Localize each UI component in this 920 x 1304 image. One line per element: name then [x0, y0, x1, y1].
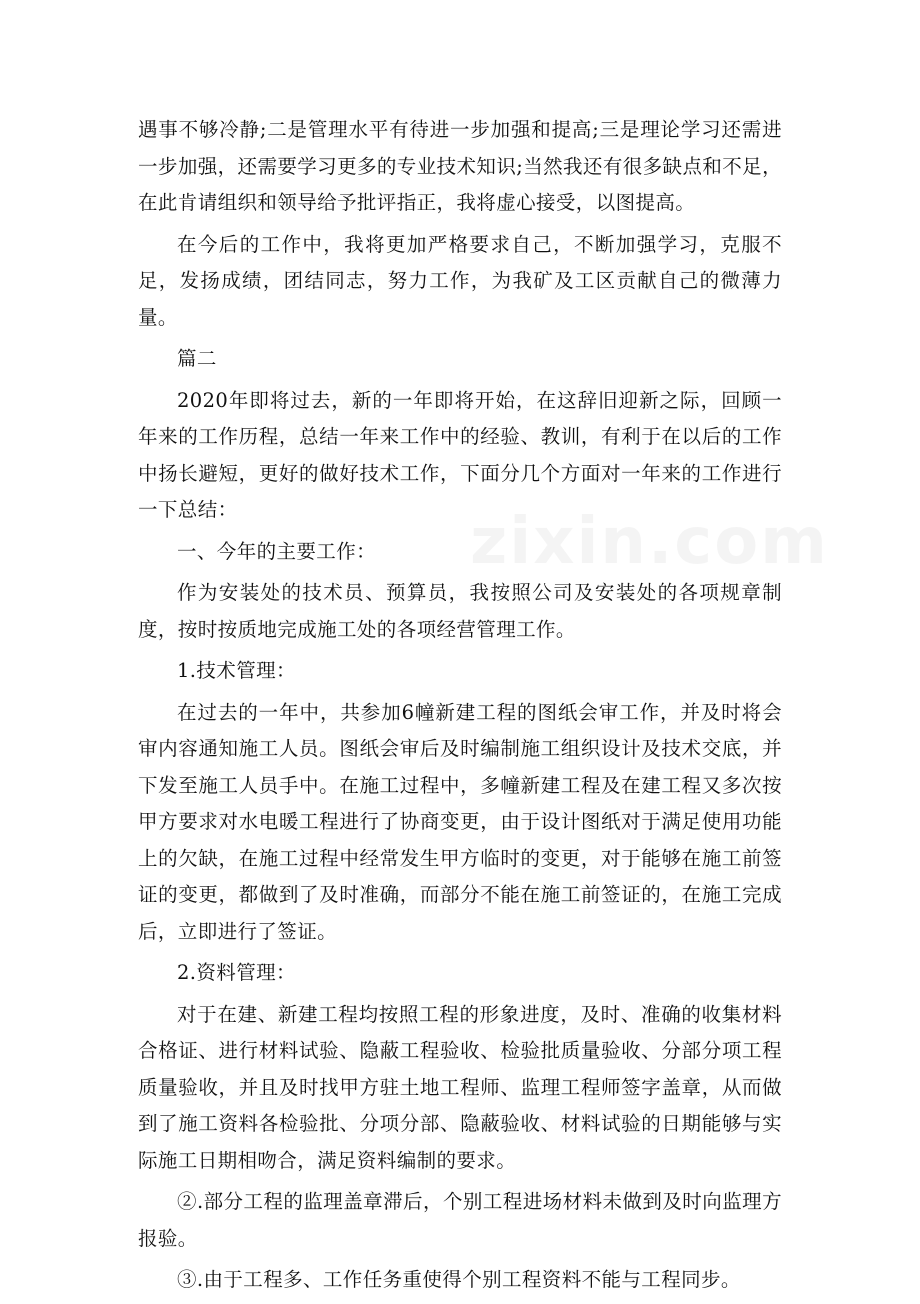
paragraph: 遇事不够冷静;二是管理水平有待进一步加强和提高;三是理论学习还需进一步加强，还需要学习更多的专业技术知识;当然我还有很多缺点和不足，在此肯请组织和领导给予批评指正，我将虚心接受，以图提高。 — [138, 118, 782, 214]
section-heading: 篇二 — [177, 347, 217, 370]
paragraph: 对于在建、新建工程均按照工程的形象进度，及时、准确的收集材料合格证、进行材料试验、隐蔽工程验收、检验批质量验收、分部分项工程质量验收，并且及时找甲方驻土地工程师、监理工程师签字盖章，从而做到了施工资料各检验批、分项分部、隐蔽验收、材料试验的日期能够与实际施工日期相吻合，满足资料编制的要求。 — [138, 1002, 782, 1172]
subsection-heading: 2.资料管理： — [177, 961, 296, 984]
paragraph: ②.部分工程的监理盖章滞后，个别工程进场材料未做到及时向监理方报验。 — [138, 1190, 782, 1250]
paragraph: ③.由于工程多、工作任务重使得个别工程资料不能与工程同步。 — [177, 1268, 741, 1291]
paragraph: 2020年即将过去，新的一年即将开始，在这辞旧迎新之际，回顾一年来的工作历程，总结一年来工作中的经验、教训，有利于在以后的工作中扬长避短，更好的做好技术工作，下面分几个方面对一年来的工作进行一下总结： — [138, 388, 782, 521]
document-body — [138, 112, 782, 1304]
subsection-heading: 1.技术管理： — [177, 659, 296, 682]
paragraph: 作为安装处的技术员、预算员，我按照公司及安装处的各项规章制度，按时按质地完成施工处的各项经营管理工作。 — [138, 581, 782, 641]
paragraph: 在过去的一年中，共参加6幢新建工程的图纸会审工作，并及时将会审内容通知施工人员。图纸会审后及时编制施工组织设计及技术交底，并下发至施工人员手中。在施工过程中，多幢新建工程及在建工程又多次按甲方要求对水电暖工程进行了协商变更，由于设计图纸对于满足使用功能上的欠缺，在施工过程中经常发生甲方临时的变更，对于能够在施工前签证的变更，都做到了及时准确，而部分不能在施工前签证的，在施工完成后，立即进行了签证。 — [138, 700, 782, 943]
paragraph: 在今后的工作中，我将更加严格要求自己，不断加强学习，克服不足，发扬成绩，团结同志，努力工作，为我矿及工区贡献自己的微薄力量。 — [138, 232, 782, 329]
section-heading: 一、今年的主要工作： — [177, 539, 377, 563]
